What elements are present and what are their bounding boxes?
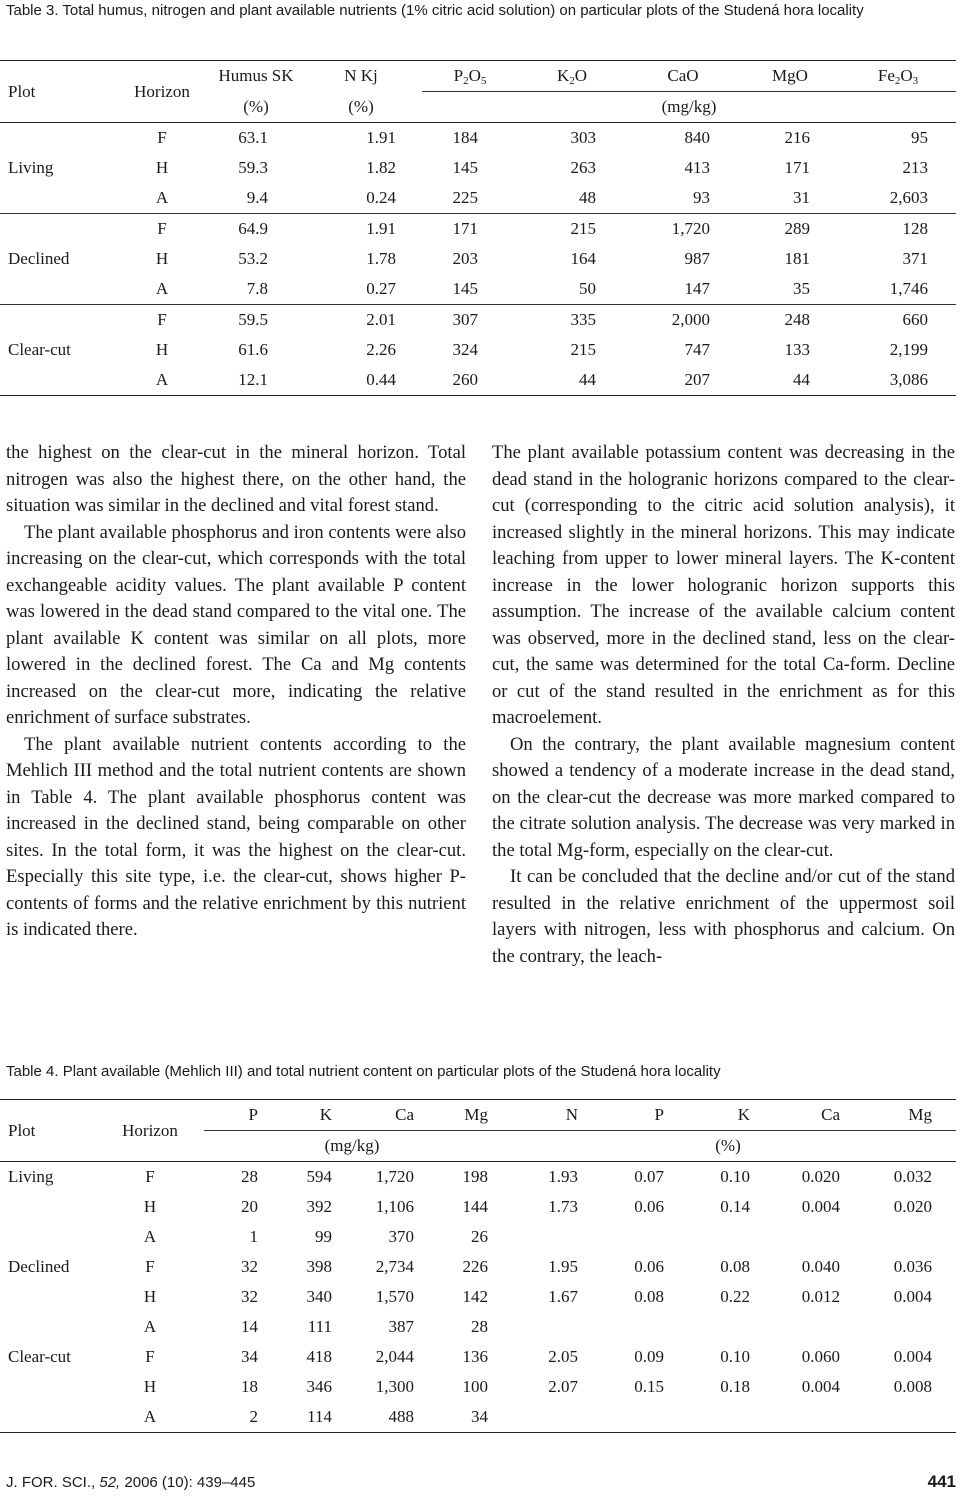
k-cell: 335 [518,305,626,336]
mgo-cell: 216 [784,128,810,147]
cao-cell: 1,720 [626,214,740,245]
table-row [0,153,956,183]
table3-header-row-1 [0,61,956,92]
table-row [0,1222,956,1252]
n_t-cell: 2.05 [548,1347,578,1366]
table3-body [0,123,956,396]
mg-cell: 142 [462,1287,488,1306]
plot-cell: Declined [8,249,70,268]
cao-cell: 840 [684,128,710,147]
mg-cell: 100 [462,1377,488,1396]
page-number: 441 [927,1472,956,1491]
ca_t-cell: 0.004 [801,1377,840,1396]
plot-cell [0,1372,96,1402]
k-cell: 392 [306,1197,332,1216]
k-cell: 48 [579,188,596,207]
table3-header-humus-unit: (%) [212,92,300,123]
mgo-cell: 289 [740,214,840,245]
p-cell: 225 [452,188,478,207]
mg_t-cell: 0.004 [893,1347,932,1366]
paragraph: On the contrary, the plant available magnesium content showed a tendency of a moderate increase in the dead stand, on the clear-cut the decrease was more marked compared to the citrate solution analysis. The decrease was very marked in the total Mg-form, especially on the clear-cut. [492,733,955,861]
n-cell: 1.82 [366,158,396,177]
humus-cell: 61.6 [238,340,268,359]
ca_t-cell: 0.060 [801,1347,840,1366]
k_t-cell: 0.14 [720,1197,750,1216]
n-cell: 1.78 [366,249,396,268]
p-cell: 324 [452,340,478,359]
ca-cell: 370 [388,1227,414,1246]
mgo-cell: 31 [793,188,810,207]
table-row [0,1192,956,1222]
n_t-cell: 1.93 [548,1167,578,1186]
fe-cell: 95 [911,128,928,147]
mg_t-cell [860,1222,956,1252]
table3-header-horizon: Horizon [112,61,212,123]
horizon-cell: A [112,365,212,396]
plot-cell [0,123,112,154]
k-cell: 346 [306,1377,332,1396]
humus-cell: 7.8 [246,279,268,298]
cao-cell: 147 [684,279,710,298]
horizon-cell: A [96,1402,204,1433]
humus-cell: 59.5 [212,305,300,336]
fe-cell: 2,199 [889,340,928,359]
p_t-cell: 0.06 [634,1197,664,1216]
table3-header-cao: CaO [626,61,740,92]
k-cell: 398 [306,1257,332,1276]
mg_t-cell: 0.008 [893,1377,932,1396]
k-cell: 594 [306,1167,332,1186]
horizon-cell: F [145,1347,155,1366]
p_t-cell: 0.15 [634,1377,664,1396]
p_t-cell: 0.09 [634,1347,664,1366]
ca_t-cell: 0.040 [801,1257,840,1276]
plot-cell: Living [8,1167,54,1186]
plot-cell [0,1282,96,1312]
mg_t-cell [860,1312,956,1342]
plot-cell [0,214,112,245]
p-cell: 203 [452,249,478,268]
mg-cell: 34 [414,1402,500,1433]
ca-cell: 488 [332,1402,414,1433]
n-cell: 2.01 [300,305,422,336]
cao-cell: 413 [684,158,710,177]
fe-cell: 2,603 [889,188,928,207]
mgo-cell: 248 [740,305,840,336]
p-cell: 18 [241,1377,258,1396]
k_t-cell [682,1222,768,1252]
k-cell: 50 [579,279,596,298]
cao-cell: 207 [626,365,740,396]
mg-cell: 28 [471,1317,488,1336]
ca_t-cell [768,1222,860,1252]
mgo-cell: 44 [740,365,840,396]
journal-citation: J. FOR. SCI., 52, 2006 (10): 439–445 [6,1474,256,1491]
p-cell: 260 [422,365,518,396]
table4-header-ca: Ca [332,1100,414,1131]
ca-cell: 1,570 [375,1287,414,1306]
plot-cell: Declined [8,1257,70,1276]
table-row [0,244,956,274]
mg-cell: 26 [471,1227,488,1246]
p-cell: 32 [241,1257,258,1276]
fe-cell: 660 [840,305,956,336]
plot-cell [0,1402,96,1433]
table4-header-n-total: N [500,1100,596,1131]
fe-cell: 128 [840,214,956,245]
table4-header-k: K [258,1100,332,1131]
ca-cell: 1,300 [375,1377,414,1396]
cao-cell: 747 [684,340,710,359]
ca_t-cell: 0.012 [801,1287,840,1306]
table-row [0,1342,956,1372]
table-row [0,1162,956,1193]
paragraph: The plant available phosphorus and iron contents were also increasing on the clear-cut, which corresponds with the total exchangeable acidity values. The plant available P content was lowered in the dead stand compared to the vital one. The plant available K content was similar on all plots, more lowered in the declined forest. The Ca and Mg contents increased on the clear-cut more, indicating the relative enrichment of surface substrates. [6,521,466,728]
plot-cell [0,274,112,305]
humus-cell: 12.1 [212,365,300,396]
table3-header-mgo: MgO [740,61,840,92]
plot-cell: Living [8,158,54,177]
paragraph: It can be concluded that the decline and/or cut of the stand resulted in the relative enrichment of the uppermost soil layers with nitrogen, less with phosphorus and calcium. On the contrary, the leach- [492,866,955,967]
n-cell: 0.44 [300,365,422,396]
k-cell: 340 [306,1287,332,1306]
ca_t-cell: 0.004 [801,1197,840,1216]
plot-cell [0,183,112,214]
n-cell: 0.24 [366,188,396,207]
p-cell: 184 [452,128,478,147]
mg_t-cell: 0.020 [893,1197,932,1216]
k_t-cell: 0.18 [720,1377,750,1396]
k-cell: 44 [518,365,626,396]
p-cell: 145 [452,279,478,298]
table4-header-unit-mgkg: (mg/kg) [204,1131,500,1162]
k_t-cell [682,1402,768,1433]
table-row [0,123,956,154]
fe-cell: 371 [902,249,928,268]
k_t-cell: 0.22 [720,1287,750,1306]
p_t-cell [596,1402,682,1433]
table-row [0,1372,956,1402]
mgo-cell: 171 [784,158,810,177]
table4-header-unit-percent: (%) [500,1131,956,1162]
p_t-cell [596,1312,682,1342]
table4-header-ca-total: Ca [768,1100,860,1131]
mg-cell: 136 [462,1347,488,1366]
p-cell: 32 [241,1287,258,1306]
mg-cell: 144 [462,1197,488,1216]
plot-cell: Clear-cut [8,1347,71,1366]
table-row [0,1282,956,1312]
horizon-cell: A [155,188,169,207]
ca-cell: 1,720 [375,1167,414,1186]
k_t-cell: 0.08 [720,1257,750,1276]
horizon-cell: H [155,340,169,359]
table3-header-unit: (mg/kg) [422,92,956,123]
fe-cell: 213 [902,158,928,177]
table3-header-fe2o3: $Fe_2O_3$ [840,61,956,92]
paragraph: the highest on the clear-cut in the mineral horizon. Total nitrogen was also the highest there, on the other hand, the situation was similar in the declined and vital forest stand. [6,442,466,516]
n-cell: 1.91 [300,214,422,245]
mg-cell: 198 [462,1167,488,1186]
table4-header-mg: Mg [414,1100,500,1131]
p-cell: 171 [422,214,518,245]
table4-caption: Table 4. Plant available (Mehlich III) and total nutrient content on particular plots of the Studená hora locality [6,1063,721,1080]
p-cell: 307 [422,305,518,336]
k-cell: 215 [570,340,596,359]
horizon-cell: H [155,158,169,177]
fe-cell: 1,746 [889,279,928,298]
table4-header-p: P [204,1100,258,1131]
ca-cell: 2,734 [375,1257,414,1276]
k-cell: 263 [570,158,596,177]
table-row [0,1252,956,1282]
table3-header-k2o: $K_2O$ [518,61,626,92]
n_t-cell: 1.67 [548,1287,578,1306]
table4-header-p-total: P [596,1100,682,1131]
horizon-cell: F [112,305,212,336]
n-cell: 2.26 [366,340,396,359]
p-cell: 2 [204,1402,258,1433]
horizon-cell: H [143,1197,157,1216]
k-cell: 114 [258,1402,332,1433]
humus-cell: 63.1 [238,128,268,147]
table4-header-row-1 [0,1100,956,1131]
table-row [0,365,956,396]
mg_t-cell: 0.032 [893,1167,932,1186]
p-cell: 20 [241,1197,258,1216]
k_t-cell: 0.10 [720,1347,750,1366]
table-row [0,335,956,365]
plot-cell [0,1222,96,1252]
plot-cell [0,305,112,336]
table4-header-mg-total: Mg [860,1100,956,1131]
ca_t-cell: 0.020 [801,1167,840,1186]
horizon-cell: A [155,279,169,298]
p-cell: 145 [452,158,478,177]
table4-body [0,1162,956,1433]
horizon-cell: F [145,1257,155,1276]
horizon-cell: H [143,1287,157,1306]
n_t-cell [500,1402,596,1433]
table3-header-plot: Plot [0,61,112,123]
k-cell: 418 [306,1347,332,1366]
table4 [0,1099,956,1433]
cao-cell: 987 [684,249,710,268]
plot-cell [0,1192,96,1222]
k-cell: 164 [570,249,596,268]
k_t-cell [682,1312,768,1342]
table3-caption: Table 3. Total humus, nitrogen and plant available nutrients (1% citric acid solution) on particular plots of the Studená hora locality [6,2,864,19]
p-cell: 34 [241,1347,258,1366]
horizon-cell: A [143,1317,157,1336]
mgo-cell: 35 [793,279,810,298]
mgo-cell: 133 [784,340,810,359]
humus-cell: 53.2 [238,249,268,268]
n-cell: 0.27 [366,279,396,298]
table4-header-k-total: K [682,1100,768,1131]
humus-cell: 9.4 [246,188,268,207]
k-cell: 111 [307,1317,332,1336]
mgo-cell: 181 [784,249,810,268]
p_t-cell: 0.07 [634,1167,664,1186]
table3-header-p2o5: $P_2O_5$ [422,61,518,92]
plot-cell [0,1312,96,1342]
table3-header-n: N Kj [300,61,422,92]
ca-cell: 1,106 [375,1197,414,1216]
table4-header-horizon: Horizon [96,1100,204,1162]
k-cell: 303 [570,128,596,147]
horizon-cell: F [145,1167,155,1186]
horizon-cell: F [157,128,167,147]
p_t-cell [596,1222,682,1252]
mg-cell: 226 [462,1257,488,1276]
horizon-cell: H [155,249,169,268]
cao-cell: 93 [693,188,710,207]
mg_t-cell: 0.036 [893,1257,932,1276]
p-cell: 14 [241,1317,258,1336]
table-row [0,274,956,305]
n_t-cell [500,1222,596,1252]
table3-header-n-unit: (%) [300,92,422,123]
table3 [0,60,956,396]
k-cell: 215 [518,214,626,245]
ca-cell: 387 [388,1317,414,1336]
right-text-column [492,440,955,970]
table-row [0,1402,956,1433]
paragraph: The plant available potassium content was decreasing in the dead stand in the hologranic horizons compared to the clear-cut (corresponding to the citric acid solution analysis), it increased slightly in the mineral horizons. This may indicate leaching from upper to lower mineral layers. The K-content increase in the lower hologranic horizon supports this assumption. The increase of the available calcium content was observed, more in the declined stand, less on the clear-cut, the same was determined for the total Ca-form. Decline or cut of the stand resulted in the enrichment as for this macroelement. [492,442,955,728]
p-cell: 28 [241,1167,258,1186]
horizon-cell: H [143,1377,157,1396]
table-row [0,183,956,214]
k-cell: 99 [315,1227,332,1246]
ca_t-cell [768,1402,860,1433]
paragraph: The plant available nutrient contents according to the Mehlich III method and the total nutrient contents are shown in Table 4. The plant available phosphorus content was increased in the declined stand, being comparable on other sites. In the total form, it was the highest on the clear-cut. Especially this site type, i.e. the clear-cut, shows higher P-contents of forms and the relative enrichment by this nutrient is indicated there. [6,733,466,940]
table3-header-humus: Humus SK [212,61,300,92]
humus-cell: 64.9 [212,214,300,245]
p_t-cell: 0.06 [634,1257,664,1276]
k_t-cell: 0.10 [720,1167,750,1186]
ca_t-cell [768,1312,860,1342]
n-cell: 1.91 [366,128,396,147]
horizon-cell: A [143,1227,157,1246]
ca-cell: 2,044 [375,1347,414,1366]
n_t-cell: 1.95 [548,1257,578,1276]
p_t-cell: 0.08 [634,1287,664,1306]
cao-cell: 2,000 [626,305,740,336]
mg_t-cell [860,1402,956,1433]
table4-header-plot: Plot [0,1100,96,1162]
table-row [0,1312,956,1342]
n_t-cell: 1.73 [548,1197,578,1216]
plot-cell: Clear-cut [8,340,71,359]
mg_t-cell: 0.004 [893,1287,932,1306]
table-row [0,305,956,336]
left-text-column [6,440,466,944]
humus-cell: 59.3 [238,158,268,177]
p-cell: 1 [249,1227,258,1246]
horizon-cell: F [112,214,212,245]
n_t-cell [500,1312,596,1342]
fe-cell: 3,086 [840,365,956,396]
table-row [0,214,956,245]
plot-cell [0,365,112,396]
n_t-cell: 2.07 [548,1377,578,1396]
